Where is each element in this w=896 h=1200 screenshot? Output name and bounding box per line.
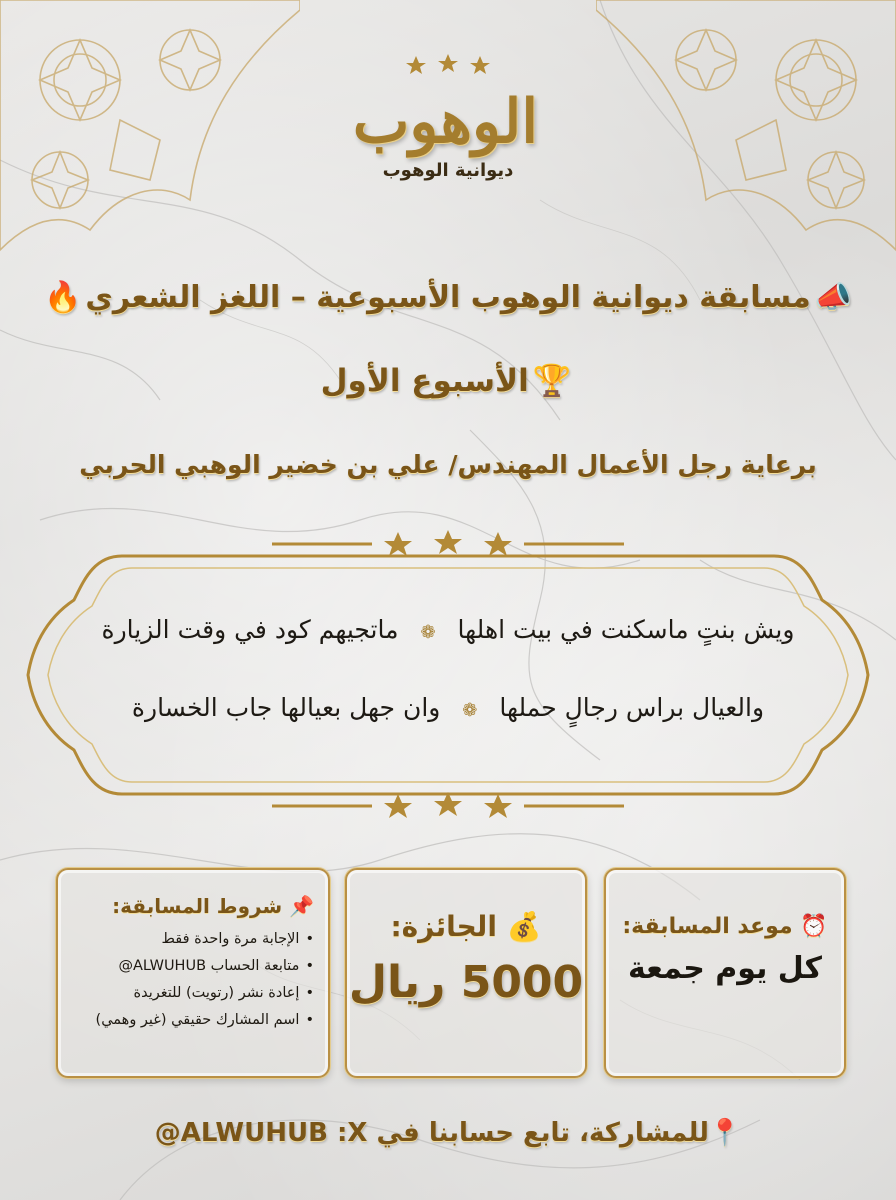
footer-cta — [0, 1118, 896, 1148]
rules-list — [58, 926, 328, 1034]
footer-text: للمشاركة، تابع حسابنا في X: — [336, 1118, 709, 1148]
prize-title-text: الجائزة: — [390, 910, 497, 943]
poem-verse-2b: وان جهل بعيالها جاب الخسارة — [131, 693, 441, 722]
schedule-card — [604, 868, 846, 1078]
ornament-corner-right — [596, 0, 896, 300]
trophy-icon: 🏆 — [532, 363, 572, 399]
verse-separator-icon: ❁ — [462, 700, 478, 721]
rule-item: • اسم المشارك حقيقي (غير وهمي) — [66, 1007, 314, 1034]
rule-item: • متابعة الحساب ALWUHUB@ — [66, 953, 314, 980]
poem-verse-2a: والعيال براس رجالٍ حملها — [499, 693, 765, 722]
alarm-clock-icon: ⏰ — [800, 914, 828, 939]
poem-line-1 — [0, 615, 896, 644]
pushpin-icon: 📌 — [289, 894, 314, 918]
rules-card — [56, 868, 330, 1078]
location-pin-icon: 📍 — [708, 1118, 742, 1148]
fire-icon: 🔥 — [43, 280, 82, 315]
x-account-link[interactable]: @ALWUHUB — [154, 1118, 328, 1148]
poem-verse-1b: ماتجيهم كود في وقت الزيارة — [101, 615, 399, 644]
rules-title-text: شروط المسابقة: — [112, 894, 283, 918]
prize-card — [345, 868, 587, 1078]
ornament-corner-left — [0, 0, 300, 300]
schedule-value: كل يوم جمعة — [627, 951, 823, 986]
sponsor-line: برعاية رجل الأعمال المهندس/ علي بن خضير الوهبي الحربي — [79, 450, 817, 479]
money-bag-icon: 💰 — [506, 910, 542, 943]
competition-title — [0, 280, 896, 315]
rule-item: • إعادة نشر (رتويت) للتغريدة — [66, 980, 314, 1007]
poem-line-2 — [0, 693, 896, 722]
rules-title — [58, 894, 314, 918]
schedule-title — [606, 914, 844, 939]
prize-value: 5000 ريال — [348, 957, 584, 1008]
schedule-title-text: موعد المسابقة: — [622, 914, 793, 939]
logo-wordmark: الوهوب — [352, 87, 538, 157]
verse-separator-icon: ❁ — [420, 622, 436, 643]
week-title — [0, 362, 896, 399]
logo-stars-icon — [358, 52, 538, 82]
competition-title-text: مسابقة ديوانية الوهوب الأسبوعية – اللغز الشعري — [85, 280, 811, 315]
week-title-text: الأسبوع الأول — [320, 363, 529, 399]
rule-item: • الإجابة مرة واحدة فقط — [66, 926, 314, 953]
brand-logo — [352, 52, 538, 212]
logo-subtitle: ديوانية الوهوب — [382, 160, 514, 181]
megaphone-icon: 📣 — [814, 280, 853, 315]
prize-title — [347, 910, 585, 943]
poem-verse-1a: ويش بنتٍ ماسكنت في بيت اهلها — [457, 615, 795, 644]
poem-frame — [22, 520, 874, 830]
